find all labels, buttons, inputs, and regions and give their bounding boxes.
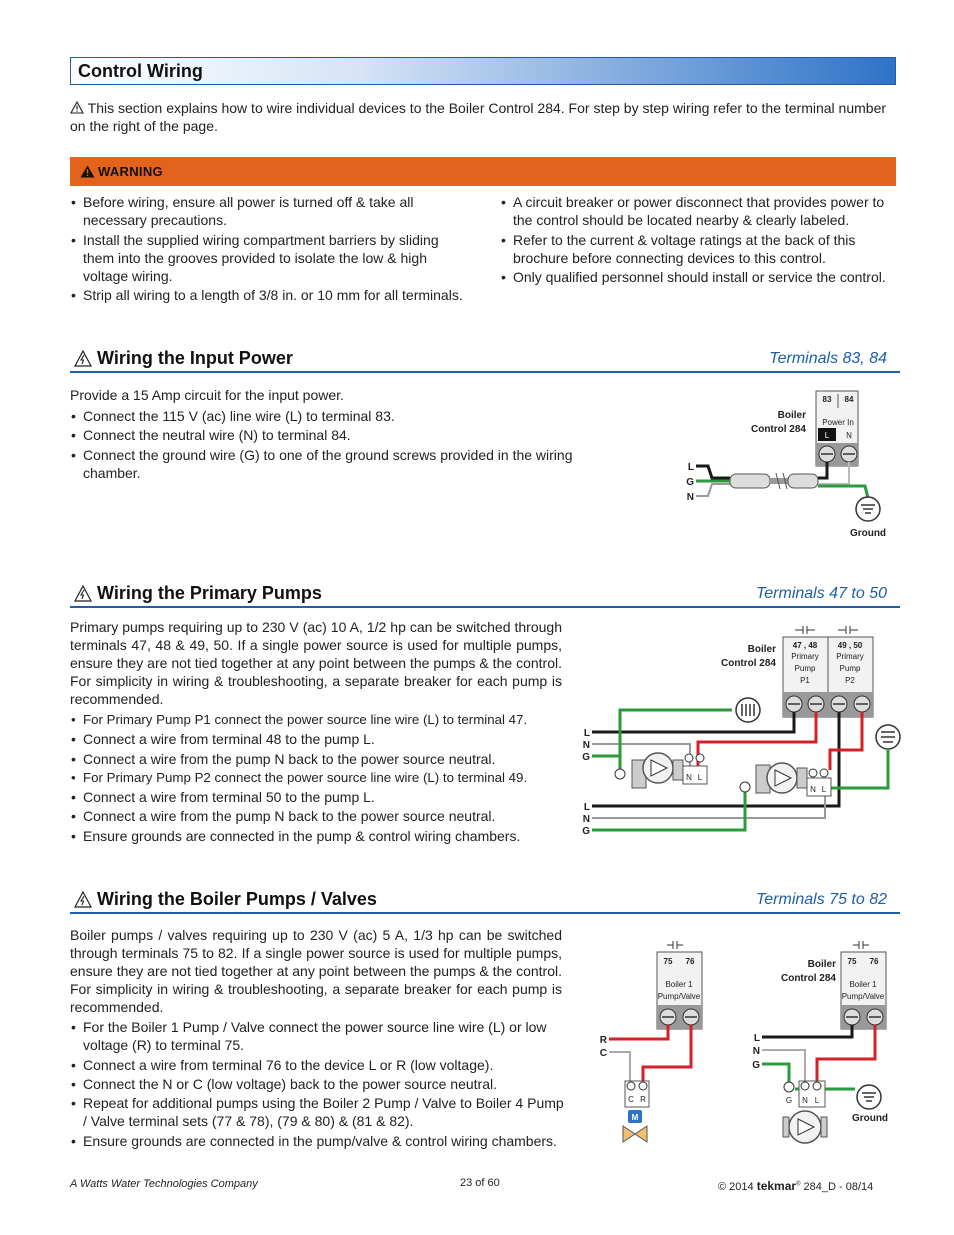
wire-label: N: [752, 1046, 760, 1057]
wire-label: L: [687, 462, 694, 473]
list-item: • Connect a wire from terminal 50 to the pump L.: [70, 788, 570, 806]
list-item: • Connect the N or C (low voltage) back to the power source neutral.: [70, 1075, 570, 1093]
ground-label: Ground: [849, 528, 887, 539]
section-rule: [70, 371, 900, 373]
block-label: P2: [845, 676, 855, 685]
block-label: P1: [800, 676, 810, 685]
footer-company: A Watts Water Technologies Company: [70, 1178, 258, 1190]
list-item: • For Primary Pump P1 connect the power source line wire (L) to terminal 47.: [70, 711, 570, 729]
list-item: • Connect the neutral wire (N) to terminal 84.: [70, 426, 580, 444]
input-power-list: [70, 407, 580, 483]
terminal-letter: L: [824, 431, 830, 440]
list-item: • Connect the ground wire (G) to one of the ground screws provided in the wiring chamber.: [70, 446, 580, 483]
section-rule: [70, 912, 900, 914]
wire-label: N: [686, 492, 694, 503]
terminal-number: 47 , 48: [792, 641, 818, 650]
terminal-number: 76: [685, 957, 695, 966]
document-code: 284_D - 08/14: [803, 1181, 874, 1193]
caution-icon: [70, 101, 84, 114]
wire-label: G: [686, 477, 694, 488]
primary-pumps-diagram: [570, 620, 905, 845]
motor-letter: M: [631, 1113, 639, 1122]
list-item: • Connect a wire from the pump N back to the power source neutral.: [70, 807, 570, 825]
list-item: • Connect a wire from the pump N back to the power source neutral.: [70, 750, 570, 768]
terminal-letter: N: [810, 785, 816, 794]
wire-label: R: [599, 1035, 607, 1046]
list-item: • Repeat for additional pumps using the Boiler 2 Pump / Valve to Boiler 4 Pump / Valve terminal sets (77 & 78), (79 & 80) & (81 & 82).: [70, 1094, 570, 1131]
brand-logo: tekmar: [756, 1179, 797, 1193]
list-item: • Connect a wire from terminal 48 to the pump L.: [70, 730, 570, 748]
block-label: Boiler 1: [849, 980, 877, 989]
block-label: Primary: [791, 652, 819, 661]
terminal-letter: L: [697, 773, 703, 782]
control-label: Control 284: [750, 424, 806, 435]
section-title: Wiring the Input Power: [97, 348, 293, 368]
terminal-letter: R: [640, 1095, 646, 1104]
list-item: • A circuit breaker or power disconnect that provides power to the control should be located nearby & clearly labeled.: [500, 193, 900, 230]
block-label: Pump/Valve: [841, 992, 885, 1001]
block-label: Power In: [822, 418, 854, 427]
wire-label: C: [599, 1048, 607, 1059]
list-item: • Refer to the current & voltage ratings at the back of this brochure before connecting devices to this control.: [500, 231, 900, 268]
warning-list-left: [70, 193, 470, 306]
list-item: • Ensure grounds are connected in the pump/valve & control wiring chambers.: [70, 1132, 570, 1150]
copyright-year: © 2014: [718, 1181, 754, 1193]
wire-label: G: [752, 1060, 760, 1071]
list-item: • Connect the 115 V (ac) line wire (L) to terminal 83.: [70, 407, 580, 425]
terminal-letter: L: [821, 785, 827, 794]
primary-pumps-list: [70, 711, 570, 846]
control-label: Control 284: [780, 973, 836, 984]
warning-label: WARNING: [98, 164, 163, 179]
terminal-letter: N: [802, 1096, 808, 1105]
section-title: Wiring the Primary Pumps: [97, 583, 322, 603]
section-terminals: Terminals 47 to 50: [755, 585, 887, 602]
terminal-letter: L: [814, 1096, 820, 1105]
warning-bar: [70, 157, 896, 186]
wire-label: L: [583, 728, 590, 739]
block-label: Pump: [794, 664, 816, 673]
list-item: • Connect a wire from terminal 76 to the device L or R (low voltage).: [70, 1056, 570, 1074]
terminal-letter: N: [846, 431, 852, 440]
block-label: Pump: [839, 664, 861, 673]
intro-paragraph: This section explains how to wire individual devices to the Boiler Control 284. For step by step wiring refer to the terminal number on the right of the page.: [70, 100, 887, 134]
list-item: • Ensure grounds are connected in the pump & control wiring chambers.: [70, 827, 570, 845]
ground-icon: [736, 698, 760, 722]
control-label: Boiler: [807, 959, 836, 970]
warning-icon: [80, 165, 95, 178]
block-label: Primary: [836, 652, 864, 661]
terminal-letter: G: [785, 1096, 793, 1105]
terminal-number: 49 , 50: [837, 641, 863, 650]
boiler-pumps-list: [70, 1018, 570, 1151]
valve-icon: [623, 1126, 647, 1142]
list-item: • For the Boiler 1 Pump / Valve connect the power source line wire (L) or low voltage (R) to terminal 75.: [70, 1018, 570, 1055]
warning-list-right: [500, 193, 900, 287]
wire-label: L: [583, 802, 590, 813]
banner-title: Control Wiring: [78, 61, 203, 81]
wire-label: N: [582, 740, 590, 751]
list-item: • Install the supplied wiring compartment barriers by sliding them into the grooves provided to isolate the low & high voltage wiring.: [70, 231, 470, 286]
section-title: Wiring the Boiler Pumps / Valves: [97, 889, 377, 909]
control-label: Control 284: [720, 658, 776, 669]
control-label: Boiler: [777, 410, 806, 421]
section-banner: [70, 57, 896, 85]
terminal-letter: C: [628, 1095, 634, 1104]
list-item: • Strip all wiring to a length of 3/8 in. or 10 mm for all terminals.: [70, 286, 470, 304]
wire-label: G: [582, 826, 590, 837]
terminal-number: 84: [844, 395, 854, 404]
ground-label: Ground: [851, 1113, 889, 1124]
section-terminals: Terminals 75 to 82: [755, 891, 887, 908]
boiler-pumps-diagram: [585, 935, 905, 1150]
control-label: Boiler: [747, 644, 776, 655]
wire-label: G: [582, 752, 590, 763]
primary-pumps-intro: Primary pumps requiring up to 230 V (ac) 10 A, 1/2 hp can be switched through terminals 47, 48 & 49, 50. If a single power source is used for multiple pumps, ensure they are not tied together at any point between the pumps & the control. For simplicity in wiring & troubleshooting, a separate breaker for each pump is recommended.: [70, 619, 562, 707]
section-terminals: Terminals 83, 84: [769, 350, 887, 367]
shock-hazard-icon: [74, 891, 92, 909]
shock-hazard-icon: [74, 585, 92, 603]
terminal-letter: N: [686, 773, 692, 782]
section-rule: [70, 606, 900, 608]
terminal-number: 83: [822, 395, 832, 404]
list-item: • For Primary Pump P2 connect the power source line wire (L) to terminal 49.: [70, 769, 570, 787]
block-label: Boiler 1: [665, 980, 693, 989]
terminal-number: 75: [847, 957, 857, 966]
wire-label: N: [582, 814, 590, 825]
block-label: Pump/Valve: [657, 992, 701, 1001]
list-item: • Before wiring, ensure all power is turned off & take all necessary precautions.: [70, 193, 470, 230]
shock-hazard-icon: [74, 350, 92, 368]
input-power-intro: Provide a 15 Amp circuit for the input power.: [70, 387, 344, 403]
footer-page-number: 23 of 60: [460, 1177, 500, 1189]
input-power-diagram: [670, 388, 900, 548]
boiler-pumps-intro: Boiler pumps / valves requiring up to 230 V (ac) 5 A, 1/3 hp can be switched through terminals 75 to 82. If a single power source is used for multiple pumps, ensure they are not tied together at any point between the pumps & the control. For simplicity in wiring & troubleshooting, a separate breaker for each pump is recommended.: [70, 927, 562, 1015]
footer-copyright: © 2014 tekmar® 284_D - 08/14: [718, 1179, 874, 1193]
list-item: • Only qualified personnel should install or service the control.: [500, 268, 900, 286]
terminal-number: 76: [869, 957, 879, 966]
wire-label: L: [753, 1033, 760, 1044]
terminal-number: 75: [663, 957, 673, 966]
